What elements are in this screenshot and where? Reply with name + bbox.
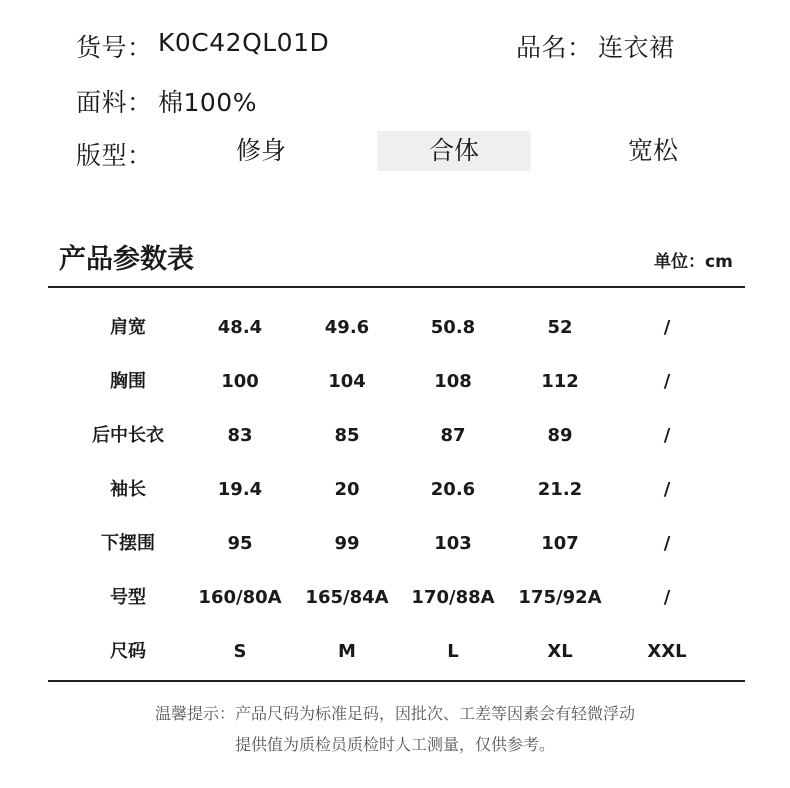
product-name-label: 品名： <box>516 33 593 62</box>
table-cell: 112 <box>541 371 579 392</box>
table-cell: 170/88A <box>411 587 495 608</box>
table-cell: 49.6 <box>324 317 370 338</box>
material-label: 面料： <box>76 88 153 117</box>
note-line-1: 温馨提示：产品尺码为标准足码，因批次、工差等因素会有轻微浮动 <box>154 704 635 723</box>
table-cell: 50.8 <box>430 317 476 338</box>
table-cell: 107 <box>541 533 579 554</box>
table-cell: 19.4 <box>217 479 263 500</box>
fit-option-slim: 修身 <box>235 136 286 165</box>
table-cell: 85 <box>334 425 360 446</box>
table-cell: / <box>663 587 671 608</box>
table-cell: 95 <box>227 533 253 554</box>
table-cell: 20.6 <box>430 479 476 500</box>
product-code-value: K0C42QL01D <box>158 28 330 57</box>
table-cell: 52 <box>547 317 573 338</box>
material-value: 棉100% <box>158 88 257 117</box>
table-cell: 175/92A <box>518 587 602 608</box>
table-cell: 103 <box>434 533 472 554</box>
row-label-spec: 号型 <box>110 587 146 608</box>
row-label-sleeve: 袖长 <box>110 479 146 500</box>
table-cell: 165/84A <box>305 587 389 608</box>
table-title: 产品参数表 <box>59 244 194 275</box>
table-cell: / <box>663 317 671 338</box>
unit-label: 单位：cm <box>654 252 733 272</box>
fit-label: 版型： <box>76 141 153 170</box>
table-cell: 21.2 <box>537 479 583 500</box>
table-cell: XXL <box>647 641 687 662</box>
table-cell: / <box>663 479 671 500</box>
table-cell: 89 <box>547 425 573 446</box>
note-line-2: 提供值为质检员质检时人工测量，仅供参考。 <box>234 735 555 754</box>
table-cell: 87 <box>440 425 466 446</box>
row-label-size: 尺码 <box>110 641 146 662</box>
row-label-hem: 下摆围 <box>101 533 155 554</box>
table-cell: S <box>233 641 247 662</box>
table-cell: / <box>663 533 671 554</box>
row-label-shoulder: 肩宽 <box>110 317 146 338</box>
row-label-chest: 胸围 <box>110 371 146 392</box>
table-cell: 104 <box>328 371 366 392</box>
table-cell: 160/80A <box>198 587 282 608</box>
table-bottom-rule <box>48 680 745 682</box>
table-cell: 48.4 <box>217 317 263 338</box>
table-cell: 83 <box>227 425 253 446</box>
table-cell: XL <box>547 641 573 662</box>
table-top-rule <box>48 286 745 288</box>
table-cell: 108 <box>434 371 472 392</box>
table-cell: / <box>663 425 671 446</box>
table-cell: 100 <box>221 371 259 392</box>
table-cell: 20 <box>334 479 360 500</box>
table-cell: M <box>338 641 356 662</box>
table-cell: L <box>447 641 459 662</box>
product-code-label: 货号： <box>76 33 153 62</box>
row-label-length: 后中长衣 <box>92 425 164 446</box>
product-name-value: 连衣裙 <box>598 33 675 62</box>
fit-option-loose: 宽松 <box>627 136 678 165</box>
fit-option-regular: 合体 <box>377 131 531 171</box>
table-cell: / <box>663 371 671 392</box>
table-cell: 99 <box>334 533 360 554</box>
